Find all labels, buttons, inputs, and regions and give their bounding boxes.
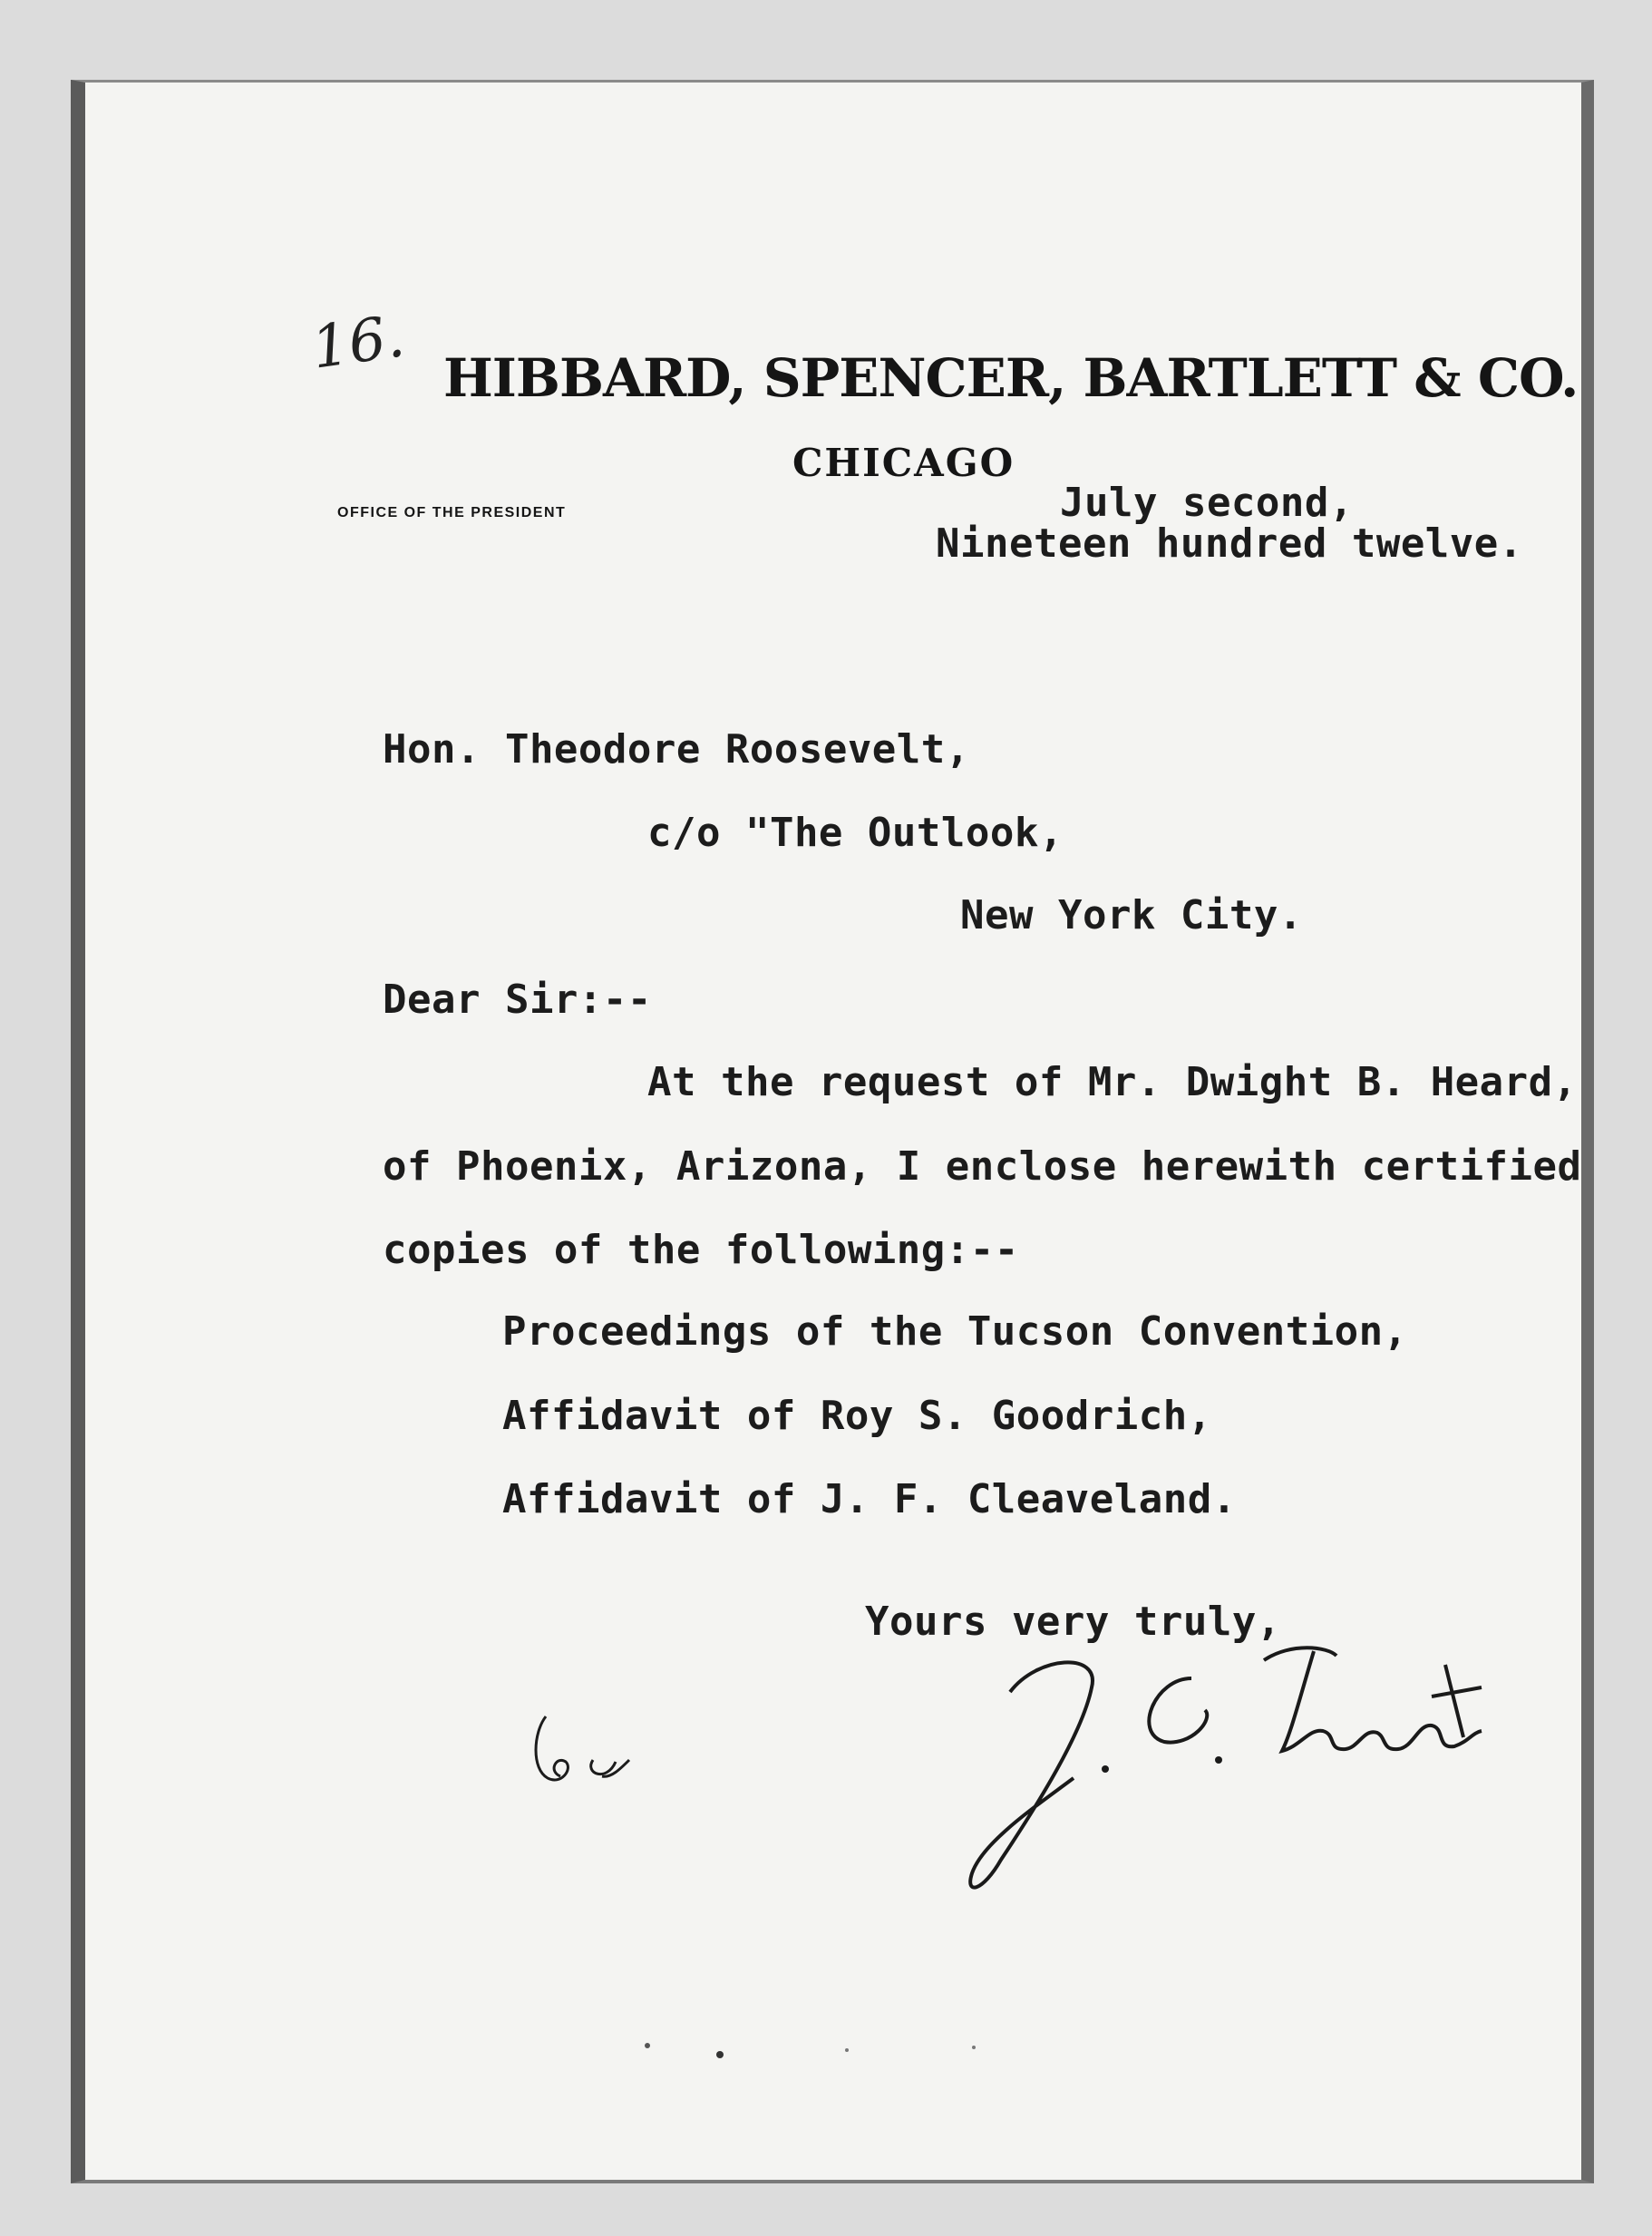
handwritten-initials bbox=[530, 1706, 656, 1805]
salutation: Dear Sir:-- bbox=[383, 977, 652, 1023]
handwritten-page-number: 16. bbox=[307, 303, 409, 383]
letterhead-office: OFFICE OF THE PRESIDENT bbox=[337, 505, 567, 520]
recipient-name: Hon. Theodore Roosevelt, bbox=[383, 726, 970, 773]
enclosure-item: Affidavit of J. F. Cleaveland. bbox=[502, 1476, 1237, 1522]
recipient-city: New York City. bbox=[960, 892, 1303, 938]
enclosure-item: Proceedings of the Tucson Convention, bbox=[502, 1308, 1408, 1355]
letterhead-city: CHICAGO bbox=[792, 441, 1015, 485]
letterhead-company: HIBBARD, SPENCER, BARTLETT & CO. bbox=[443, 347, 1579, 409]
enclosure-item: Affidavit of Roy S. Goodrich, bbox=[502, 1393, 1212, 1439]
closing: Yours very truly, bbox=[865, 1599, 1281, 1645]
body-line: At the request of Mr. Dwight B. Heard, bbox=[647, 1059, 1578, 1105]
recipient-care-of: c/o "The Outlook, bbox=[647, 810, 1064, 856]
date-line-1: July second, bbox=[1060, 480, 1354, 526]
signature bbox=[901, 1624, 1536, 1914]
paper-specks bbox=[629, 2027, 1083, 2082]
letter-sheet bbox=[71, 80, 1594, 2183]
date-line-2: Nineteen hundred twelve. bbox=[936, 520, 1523, 567]
body-line: copies of the following:-- bbox=[383, 1227, 1019, 1273]
body-line: of Phoenix, Arizona, I enclose herewith certified bbox=[383, 1143, 1582, 1190]
